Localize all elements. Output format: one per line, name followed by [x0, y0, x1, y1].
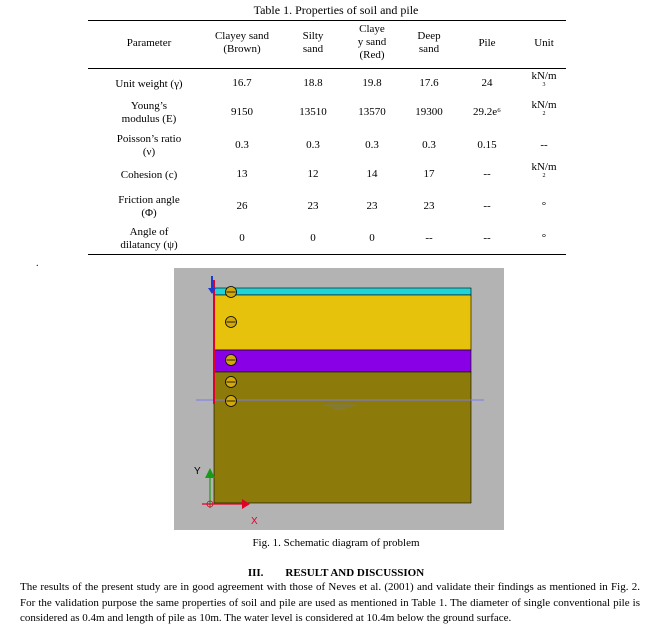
- schematic-figure: [174, 268, 504, 530]
- param-cell: Unit weight (γ): [115, 77, 183, 90]
- unit-cell: °: [541, 232, 547, 244]
- param-cell: Angle of dilatancy (ψ): [120, 226, 178, 251]
- param-cell: Friction angle (Φ): [118, 194, 180, 219]
- unit-cell: °: [541, 200, 547, 212]
- y-axis-label: Y: [194, 466, 201, 477]
- unit-cell: --: [540, 139, 548, 151]
- value-cell: --: [483, 168, 491, 180]
- value-cell: 0.3: [365, 139, 379, 151]
- figure-caption: Fig. 1. Schematic diagram of problem: [252, 537, 420, 549]
- value-cell: 23: [307, 200, 319, 212]
- value-cell: --: [483, 200, 491, 212]
- unit-cell: kN/m 3: [531, 70, 557, 88]
- value-cell: 16.7: [232, 77, 252, 89]
- value-cell: 24: [481, 77, 493, 89]
- value-cell: 0: [310, 232, 316, 244]
- clayey-sand-brown-layer: [214, 295, 471, 350]
- value-cell: 0.3: [235, 139, 249, 151]
- value-cell: --: [483, 232, 491, 244]
- table-header-cell: Silty sand: [302, 30, 324, 55]
- table-header-cell: Parameter: [126, 37, 172, 49]
- table-title: Table 1. Properties of soil and pile: [253, 3, 419, 17]
- value-cell: --: [425, 232, 433, 244]
- value-cell: 23: [366, 200, 378, 212]
- table-header-rule: [88, 68, 566, 69]
- table-header-cell: Claye y sand (Red): [357, 23, 387, 61]
- value-cell: 12: [307, 168, 319, 180]
- value-cell: 13570: [358, 106, 386, 118]
- param-cell: Cohesion (c): [120, 168, 178, 181]
- value-cell: 0.3: [422, 139, 436, 151]
- value-cell: 0.15: [477, 139, 497, 151]
- value-cell: 18.8: [303, 77, 323, 89]
- value-cell: 17.6: [419, 77, 439, 89]
- table-header-cell: Clayey sand (Brown): [214, 30, 270, 55]
- value-cell: 13510: [299, 106, 327, 118]
- table-header-cell: Pile: [478, 37, 496, 49]
- table-top-rule: [88, 20, 566, 21]
- param-cell: Poisson’s ratio (ν): [116, 133, 182, 158]
- deep-sand-layer: [214, 372, 471, 503]
- schematic-svg: [174, 268, 504, 530]
- value-cell: 26: [236, 200, 248, 212]
- unit-cell: kN/m 2: [531, 99, 557, 117]
- value-cell: 23: [423, 200, 435, 212]
- table-header-cell: Deep sand: [417, 30, 441, 55]
- section-paragraph: The results of the present study are in good agreement with those of Neves et al. (2001) and validate their findings as mentioned in Fig. 2. For the validation purpose the same properties of soil and pile are used as mentioned in Table 1. The diameter of single conventional pile is considered as 0.4m and length of pile as 10m. The water level is considered at 10.4m below the ground surface.: [20, 581, 640, 624]
- value-cell: 9150: [231, 106, 253, 118]
- param-cell: Young’s modulus (E): [121, 100, 177, 125]
- value-cell: 19.8: [362, 77, 382, 89]
- table-bottom-rule: [88, 254, 566, 255]
- y-axis-arrow: [205, 468, 215, 478]
- table-header-cell: Unit: [534, 37, 554, 49]
- value-cell: 19300: [415, 106, 443, 118]
- value-cell: 0: [369, 232, 375, 244]
- value-cell: 13: [236, 168, 248, 180]
- value-cell: 0.3: [306, 139, 320, 151]
- x-axis-label: X: [251, 516, 258, 527]
- section-heading: III. RESULT AND DISCUSSION: [247, 567, 425, 579]
- value-cell: 0: [239, 232, 245, 244]
- unit-cell: kN/m 2: [531, 161, 557, 179]
- silty-sand-layer: [214, 350, 471, 372]
- stray-mark: .: [36, 258, 39, 269]
- value-cell: 14: [366, 168, 378, 180]
- top-layer: [214, 288, 471, 295]
- value-cell: 17: [423, 168, 435, 180]
- value-cell: 29.2e⁶: [473, 106, 501, 118]
